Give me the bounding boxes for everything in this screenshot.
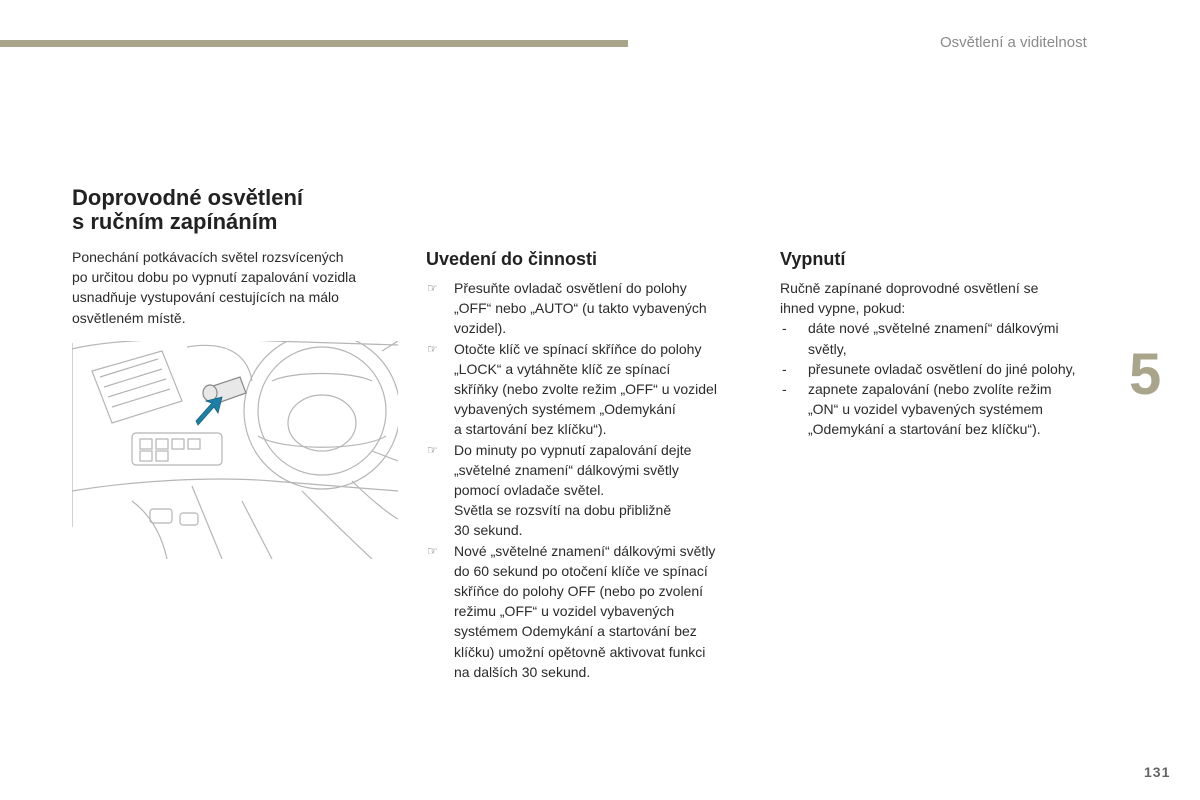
light-stalk (203, 377, 246, 403)
step-line: vybavených systémem „Odemykání (454, 401, 676, 418)
step-line: a startování bez klíčku“). (454, 421, 607, 438)
activation-step (426, 339, 756, 440)
dashboard-line-art (72, 341, 398, 559)
condition-line: „Odemykání a startování bez klíčku“). (808, 421, 1041, 438)
activation-heading: Uvedení do činnosti (426, 249, 598, 269)
intro-line: osvětleném místě. (72, 309, 186, 326)
switch-off-condition (780, 318, 1110, 358)
para-line: Ručně zapínané doprovodné osvětlení se (780, 280, 1039, 296)
condition-line: světly, (808, 340, 847, 357)
finger-pointer-icon: ☞ (427, 442, 438, 457)
step-line: do 60 sekund po otočení klíče ve spínací (454, 562, 708, 579)
step-line: systémem Odemykání a startování bez (454, 623, 697, 640)
dash-marker: - (782, 381, 787, 398)
step-line: Světla se rozsvítí na dobu přibližně (454, 502, 672, 519)
dash-marker: - (782, 360, 787, 377)
step-line: na dalších 30 sekund. (454, 663, 591, 680)
step-line: klíčku) umožní opětovně aktivovat funkci (454, 643, 706, 660)
switch-off-heading: Vypnutí (780, 249, 846, 269)
step-line: 30 sekund. (454, 522, 523, 539)
switch-off-section (780, 247, 1110, 440)
condition-line: „ON“ u vozidel vybavených systémem (808, 401, 1043, 418)
activation-section (426, 247, 756, 682)
condition-line: dáte nové „světelné znamení“ dálkovými (808, 320, 1059, 337)
condition-line: zapnete zapalování (nebo zvolíte režim (808, 381, 1052, 398)
switch-off-condition (780, 359, 1110, 379)
finger-pointer-icon: ☞ (427, 341, 438, 356)
section-title: Osvětlení a viditelnost (940, 34, 1087, 51)
activation-step (426, 541, 756, 682)
pointer-arrow (196, 397, 222, 425)
step-line: Nové „světelné znamení“ dálkovými světly (454, 542, 716, 559)
switch-off-condition (780, 379, 1110, 440)
page-number: 131 (1144, 764, 1171, 780)
intro-line: po určitou dobu po vypnutí zapalování vozidla (72, 269, 357, 286)
finger-pointer-icon: ☞ (427, 543, 438, 558)
step-line: „světelné znamení“ dálkovými světly (454, 461, 679, 478)
para-line: ihned vypne, pokud: (780, 300, 906, 317)
step-line: vozidel). (454, 320, 507, 337)
intro-line: usnadňuje vystupování cestujících na málo (72, 289, 339, 306)
page-heading-line-2: s ručním zapínáním (72, 209, 278, 234)
chapter-number: 5 (1129, 342, 1162, 407)
step-line: Otočte klíč ve spínací skříňce do polohy (454, 340, 702, 357)
switch-off-intro (780, 278, 1110, 318)
dash-marker: - (782, 320, 787, 337)
page-heading (72, 186, 303, 234)
step-line: skříňce do polohy OFF (nebo po zvolení (454, 583, 704, 600)
activation-step (426, 440, 756, 541)
finger-pointer-icon: ☞ (427, 281, 438, 295)
step-line: „LOCK“ a vytáhněte klíč ze spínací (454, 360, 671, 377)
step-line: Do minuty po vypnutí zapalování dejte (454, 441, 692, 458)
intro-line: Ponechání potkávacích světel rozsvícených (72, 249, 344, 265)
condition-line: přesunete ovladač osvětlení do jiné polohy, (808, 360, 1076, 377)
step-line: „OFF“ nebo „AUTO“ (u takto vybavených (454, 300, 707, 317)
step-line: Přesuňte ovladač osvětlení do polohy (454, 280, 687, 296)
dashboard-illustration (72, 341, 398, 559)
step-line: pomocí ovladače světel. (454, 482, 605, 499)
page-heading-line-1: Doprovodné osvětlení (72, 185, 304, 210)
intro-paragraph (72, 247, 402, 328)
step-line: skříňky (nebo zvolte režim „OFF“ u vozidel (454, 381, 717, 398)
header-rule (0, 40, 628, 47)
activation-step (426, 278, 756, 339)
step-line: režimu „OFF“ u vozidel vybavených (454, 603, 675, 620)
